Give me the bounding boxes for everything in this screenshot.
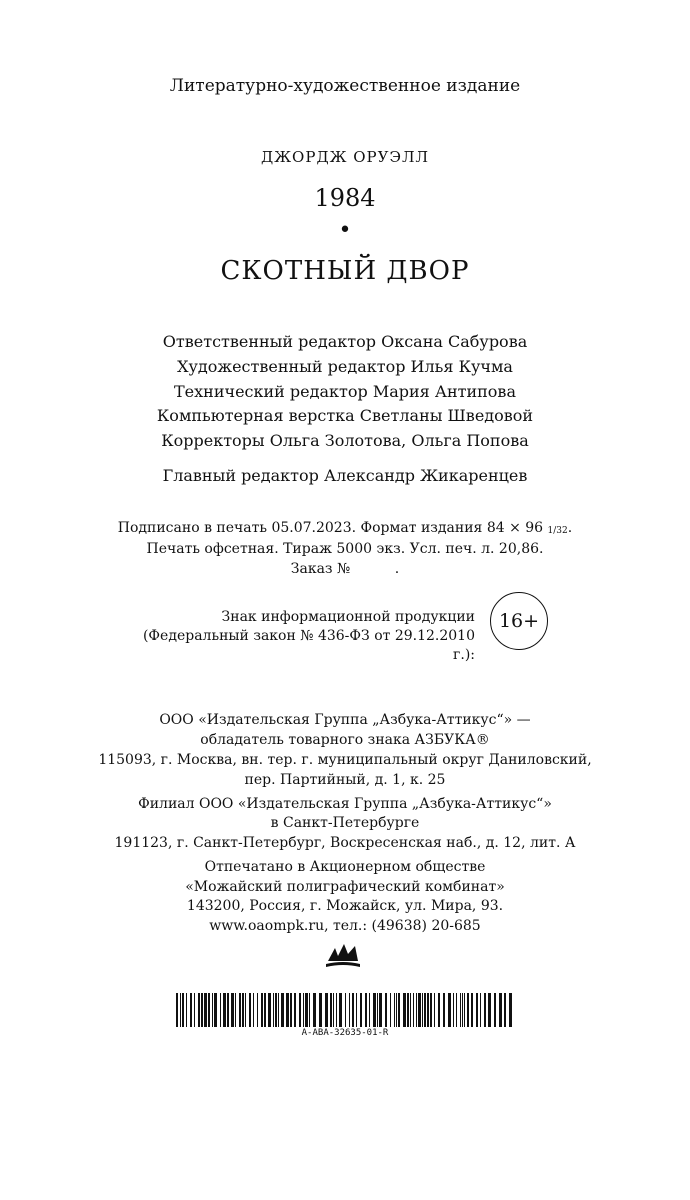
printer-contacts: www.oaompk.ru, тел.: (49638) 20-685 bbox=[209, 918, 481, 934]
printer-address: 143200, Россия, г. Можайск, ул. Мира, 93. bbox=[186, 898, 504, 914]
barcode-icon bbox=[176, 993, 514, 1027]
format-fraction: 1/32 bbox=[547, 526, 568, 536]
branch-address: 191123, г. Санкт-Петербург, Воскресенская наб., д. 12, лит. А bbox=[114, 835, 576, 851]
age-rating-badge: 16+ bbox=[490, 592, 548, 650]
title-1984: 1984 bbox=[314, 184, 376, 212]
staff-chief-editor: Главный редактор Александр Жикаренцев bbox=[162, 466, 528, 485]
branch-line-2: в Санкт-Петербурге bbox=[270, 815, 420, 831]
print-line-1: Подписано в печать 05.07.2023. Формат издания 84 × 96 1/32. bbox=[117, 520, 573, 536]
staff-responsible-editor: Ответственный редактор Оксана Сабурова bbox=[162, 332, 528, 351]
genre-label: Литературно-художественное издание bbox=[169, 76, 521, 96]
barcode-number: A-ABA-32635-01-R bbox=[301, 1028, 389, 1038]
publisher-line-2: обладатель товарного знака АЗБУКА® bbox=[200, 732, 490, 748]
publisher-line-1: ООО «Издательская Группа „Азбука-Аттикус“» — bbox=[159, 712, 531, 728]
print-line-2: Печать офсетная. Тираж 5000 экз. Усл. печ. л. 20,86. bbox=[146, 541, 544, 557]
publisher-address-1: 115093, г. Москва, вн. тер. г. муниципальный округ Даниловский, bbox=[98, 752, 592, 768]
info-product-label: Знак информационной продукции (Федеральный закон № 436-ФЗ от 29.12.2010 г.): bbox=[142, 609, 475, 663]
azbuka-logo-icon bbox=[325, 940, 361, 970]
title-animal-farm: СКОТНЫЙ ДВОР bbox=[220, 256, 470, 286]
staff-art-editor: Художественный редактор Илья Кучма bbox=[177, 357, 513, 376]
staff-layout: Компьютерная верстка Светланы Шведовой bbox=[156, 406, 534, 425]
branch-line-1: Филиал ООО «Издательская Группа „Азбука-Аттикус“» bbox=[138, 796, 552, 812]
staff-proofreaders: Корректоры Ольга Золотова, Ольга Попова bbox=[161, 431, 529, 450]
printer-line-1: Отпечатано в Акционерном обществе bbox=[204, 859, 486, 875]
publisher-address-2: пер. Партийный, д. 1, к. 25 bbox=[244, 772, 446, 788]
title-separator: • bbox=[338, 218, 352, 243]
printer-line-2: «Можайский полиграфический комбинат» bbox=[185, 879, 505, 895]
print-order: Заказ № . bbox=[290, 561, 400, 577]
author-name: ДЖОРДЖ ОРУЭЛЛ bbox=[261, 148, 429, 166]
staff-tech-editor: Технический редактор Мария Антипова bbox=[174, 382, 516, 401]
